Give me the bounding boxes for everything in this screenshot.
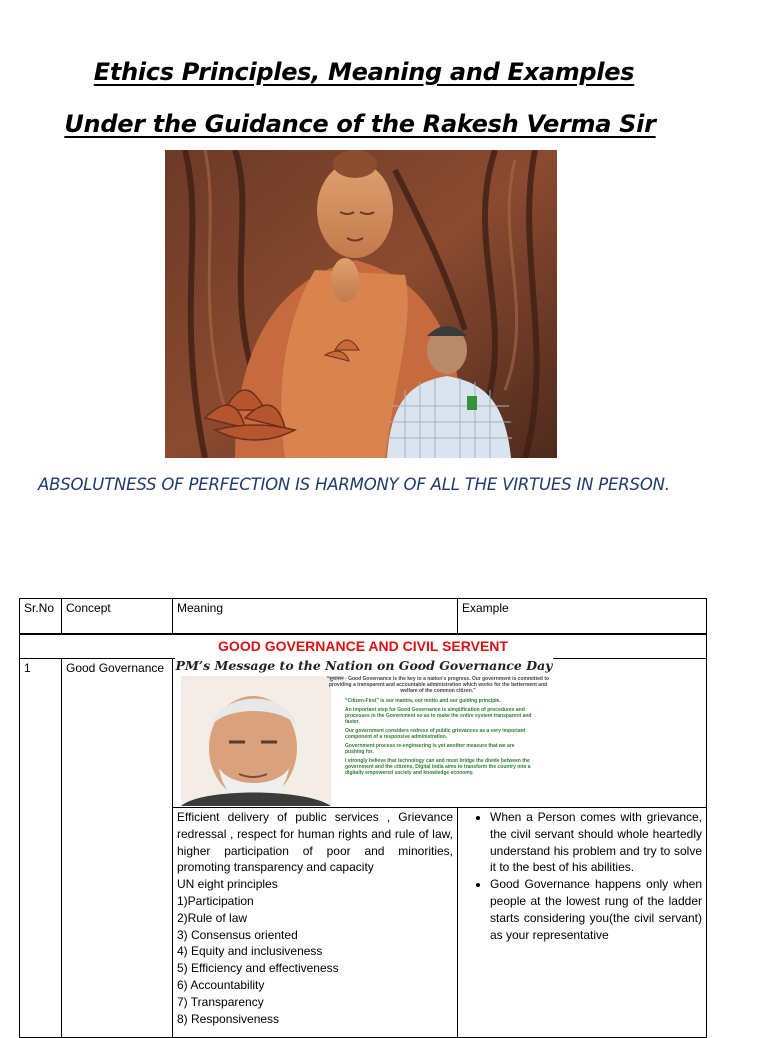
example-cell [457, 807, 707, 1038]
document-title: Ethics Principles, Meaning and Examples [93, 58, 635, 86]
poster-bullet: Our government considers redress of public grievances as a very important component of a responsive administration. [345, 728, 526, 740]
poster-quote: “सुशासन - Good Governance is the key to a nation’s progress. Our government is committed to providing a transparent and accountable administration which works for the betterment and welfare of the common citizen.” [326, 676, 550, 694]
motto-quote: ABSOLUTNESS OF PERFECTION IS HARMONY OF ALL THE VIRTUES IN PERSON. [38, 475, 670, 494]
poster-bullet: An important step for Good Governance is simplification of procedures and processes in the Government so as to make the entire system transparent and faster. [345, 707, 532, 725]
buddha-and-teacher-photo [165, 150, 557, 458]
document-subtitle: Under the Guidance of the Rakesh Verma Sir [64, 110, 656, 138]
principle-item: 1)Participation [177, 893, 254, 908]
poster-title: PM’s Message to the Nation on Good Governance Day [175, 658, 553, 673]
header-concept: Concept [61, 598, 173, 634]
header-meaning: Meaning [172, 598, 458, 634]
row-srno: 1 [19, 658, 62, 1038]
principle-item: 6) Accountability [177, 977, 265, 992]
pm-message-poster [175, 658, 553, 806]
principle-item: 2)Rule of law [177, 910, 248, 925]
example-item: • Good Governance happens only when people at the lowest rung of the ladder starts considering you(the civil servant) as your representative [490, 876, 702, 943]
meaning-cell [172, 807, 458, 1038]
principle-item: 8) Responsiveness [177, 1011, 280, 1026]
principle-item: 7) Transparency [177, 994, 264, 1009]
meaning-paragraph: Efficient delivery of public services , Grievance redressal , respect for human rights and rule of law, higher participation of poor and minorities, promoting transparency and capacity [177, 810, 453, 875]
section-heading: GOOD GOVERNANCE AND CIVIL SERVENT [19, 634, 707, 659]
principles-heading: UN eight principles [177, 877, 278, 892]
portrait-image [181, 676, 331, 806]
poster-bullet: Government process re-engineering is yet another measure that we are pushing for. [345, 743, 515, 755]
row-concept: Good Governance [61, 658, 173, 1038]
example-item: • When a Person comes with grievance, the civil servant should whole heartedly understand his problem and try to solve it to the best of his abilities. [490, 809, 702, 876]
principle-item: 4) Equity and inclusiveness [177, 944, 323, 959]
header-srno: Sr.No [19, 598, 62, 634]
principle-item: 3) Consensus oriented [177, 927, 298, 942]
poster-bullet: “Citizen-First” is our mantra, our motto and our guiding principle. [345, 698, 501, 704]
header-example: Example [457, 598, 707, 634]
principle-item: 5) Efficiency and effectiveness [177, 961, 339, 976]
poster-bullet: I strongly believe that technology can and must bridge the divide between the government and the citizens. Digital India aims to transform the country into a digitally empowered society and knowledge economy. [345, 758, 531, 776]
poster-text [323, 676, 553, 776]
